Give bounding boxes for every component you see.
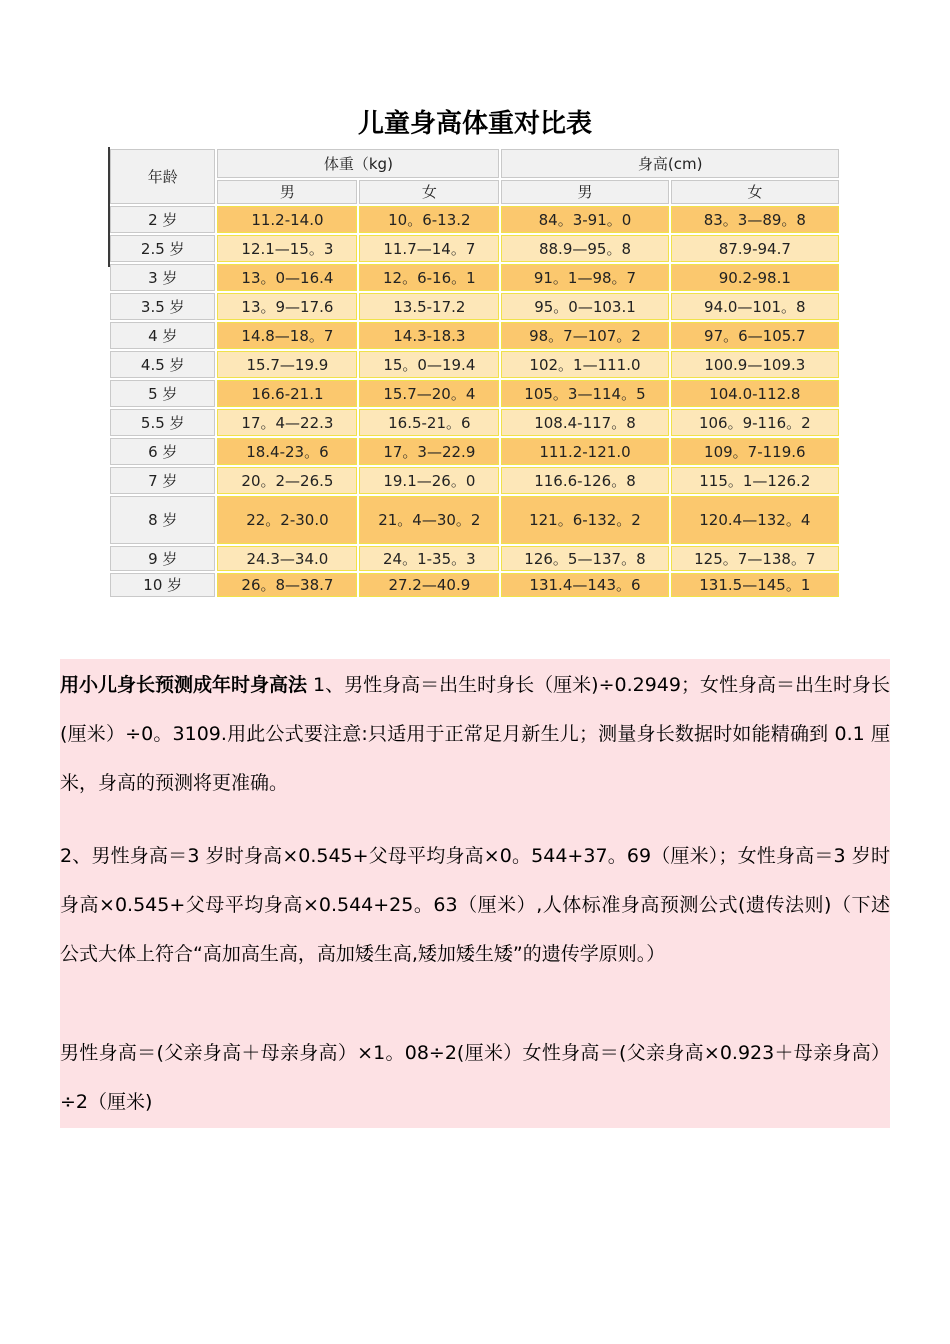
weight-female-cell: 17。3—22.9 — [359, 438, 499, 465]
weight-male-header: 男 — [217, 180, 357, 204]
height-female-header: 女 — [671, 180, 839, 204]
height-female-cell: 87.9-94.7 — [671, 235, 839, 262]
height-female-cell: 106。9-116。2 — [671, 409, 839, 436]
age-cell: 3.5 岁 — [110, 293, 215, 320]
weight-female-cell: 27.2—40.9 — [359, 573, 499, 597]
age-cell: 3 岁 — [110, 264, 215, 291]
height-male-cell: 102。1—111.0 — [501, 351, 668, 378]
growth-table-body — [110, 206, 839, 597]
table-row — [110, 496, 839, 544]
weight-male-cell: 26。8—38.7 — [217, 573, 357, 597]
weight-male-cell: 12.1—15。3 — [217, 235, 357, 262]
table-row — [110, 322, 839, 349]
age-cell: 7 岁 — [110, 467, 215, 494]
weight-male-cell: 16.6-21.1 — [217, 380, 357, 407]
weight-female-cell: 16.5-21。6 — [359, 409, 499, 436]
age-cell: 10 岁 — [110, 573, 215, 597]
table-row — [110, 293, 839, 320]
paragraph-1 — [60, 661, 890, 808]
weight-male-cell: 24.3—34.0 — [217, 546, 357, 571]
weight-male-cell: 15.7—19.9 — [217, 351, 357, 378]
weight-female-cell: 24。1-35。3 — [359, 546, 499, 571]
paragraph-1-body: 1、男性身高＝出生时身长（厘米)÷0.2949；女性身高＝出生时身长(厘米）÷0。3109.用此公式要注意:只适用于正常足月新生儿；测量身长数据时如能精确到 0.1 厘米，身高的预测将更准确。 — [60, 674, 890, 794]
age-cell: 5 岁 — [110, 380, 215, 407]
height-male-cell: 84。3-91。0 — [501, 206, 668, 233]
weight-male-cell: 13。9—17.6 — [217, 293, 357, 320]
table-row — [110, 573, 839, 597]
table-row — [110, 546, 839, 571]
weight-female-header: 女 — [359, 180, 499, 204]
weight-female-cell: 12。6-16。1 — [359, 264, 499, 291]
height-female-cell: 83。3—89。8 — [671, 206, 839, 233]
weight-female-cell: 21。4—30。2 — [359, 496, 499, 544]
height-male-cell: 111.2-121.0 — [501, 438, 668, 465]
height-female-cell: 131.5—145。1 — [671, 573, 839, 597]
table-row — [110, 438, 839, 465]
weight-female-cell: 14.3-18.3 — [359, 322, 499, 349]
height-female-cell: 100.9—109.3 — [671, 351, 839, 378]
table-row — [110, 467, 839, 494]
table-row — [110, 409, 839, 436]
weight-male-cell: 18.4-23。6 — [217, 438, 357, 465]
growth-table — [108, 147, 841, 599]
height-male-cell: 91。1—98。7 — [501, 264, 668, 291]
age-cell: 2.5 岁 — [110, 235, 215, 262]
height-male-cell: 98。7—107。2 — [501, 322, 668, 349]
height-male-cell: 116.6-126。8 — [501, 467, 668, 494]
height-male-cell: 126。5—137。8 — [501, 546, 668, 571]
height-male-cell: 88.9—95。8 — [501, 235, 668, 262]
weight-male-cell: 14.8—18。7 — [217, 322, 357, 349]
height-female-cell: 97。6—105.7 — [671, 322, 839, 349]
weight-female-cell: 13.5-17.2 — [359, 293, 499, 320]
weight-female-cell: 19.1—26。0 — [359, 467, 499, 494]
height-male-cell: 131.4—143。6 — [501, 573, 668, 597]
height-female-cell: 109。7-119.6 — [671, 438, 839, 465]
age-cell: 4 岁 — [110, 322, 215, 349]
weight-female-cell: 15。0—19.4 — [359, 351, 499, 378]
weight-male-cell: 17。4—22.3 — [217, 409, 357, 436]
table-row — [110, 206, 839, 233]
page-title: 儿童身高体重对比表 — [357, 109, 592, 139]
weight-male-cell: 11.2-14.0 — [217, 206, 357, 233]
height-female-cell: 115。1—126.2 — [671, 467, 839, 494]
paragraph-1-heading: 用小儿身长预测成年时身高法 — [60, 674, 308, 696]
table-row — [110, 380, 839, 407]
weight-male-cell: 13。0—16.4 — [217, 264, 357, 291]
age-cell: 8 岁 — [110, 496, 215, 544]
weight-header: 体重（kg) — [217, 149, 499, 178]
age-cell: 2 岁 — [110, 206, 215, 233]
height-male-cell: 95。0—103.1 — [501, 293, 668, 320]
weight-female-cell: 11.7—14。7 — [359, 235, 499, 262]
height-header: 身高(cm) — [501, 149, 839, 178]
height-male-header: 男 — [501, 180, 668, 204]
table-frame-edge — [108, 147, 110, 267]
age-cell: 9 岁 — [110, 546, 215, 571]
height-male-cell: 105。3—114。5 — [501, 380, 668, 407]
age-header: 年龄 — [110, 149, 215, 204]
paragraph-3: 男性身高＝(父亲身高＋母亲身高）×1。08÷2(厘米）女性身高＝(父亲身高×0.923＋母亲身高）÷2（厘米) — [60, 1042, 890, 1113]
weight-female-cell: 15.7—20。4 — [359, 380, 499, 407]
height-female-cell: 120.4—132。4 — [671, 496, 839, 544]
table-row — [110, 235, 839, 262]
height-female-cell: 125。7—138。7 — [671, 546, 839, 571]
weight-male-cell: 20。2—26.5 — [217, 467, 357, 494]
height-male-cell: 121。6-132。2 — [501, 496, 668, 544]
age-cell: 6 岁 — [110, 438, 215, 465]
weight-female-cell: 10。6-13.2 — [359, 206, 499, 233]
height-male-cell: 108.4-117。8 — [501, 409, 668, 436]
table-row — [110, 351, 839, 378]
age-cell: 5.5 岁 — [110, 409, 215, 436]
height-female-cell: 90.2-98.1 — [671, 264, 839, 291]
paragraph-2: 2、男性身高＝3 岁时身高×0.545+父母平均身高×0。544+37。69（厘米）；女性身高＝3 岁时身高×0.545+父母平均身高×0.544+25。63（厘米）,人体标准身高预测公式(遗传法则)（下述公式大体上符合“高加高生高，高加矮生高,矮加矮生矮”的遗传学原则。） — [60, 845, 890, 965]
age-cell: 4.5 岁 — [110, 351, 215, 378]
height-female-cell: 104.0-112.8 — [671, 380, 839, 407]
table-row — [110, 264, 839, 291]
height-female-cell: 94.0—101。8 — [671, 293, 839, 320]
weight-male-cell: 22。2-30.0 — [217, 496, 357, 544]
